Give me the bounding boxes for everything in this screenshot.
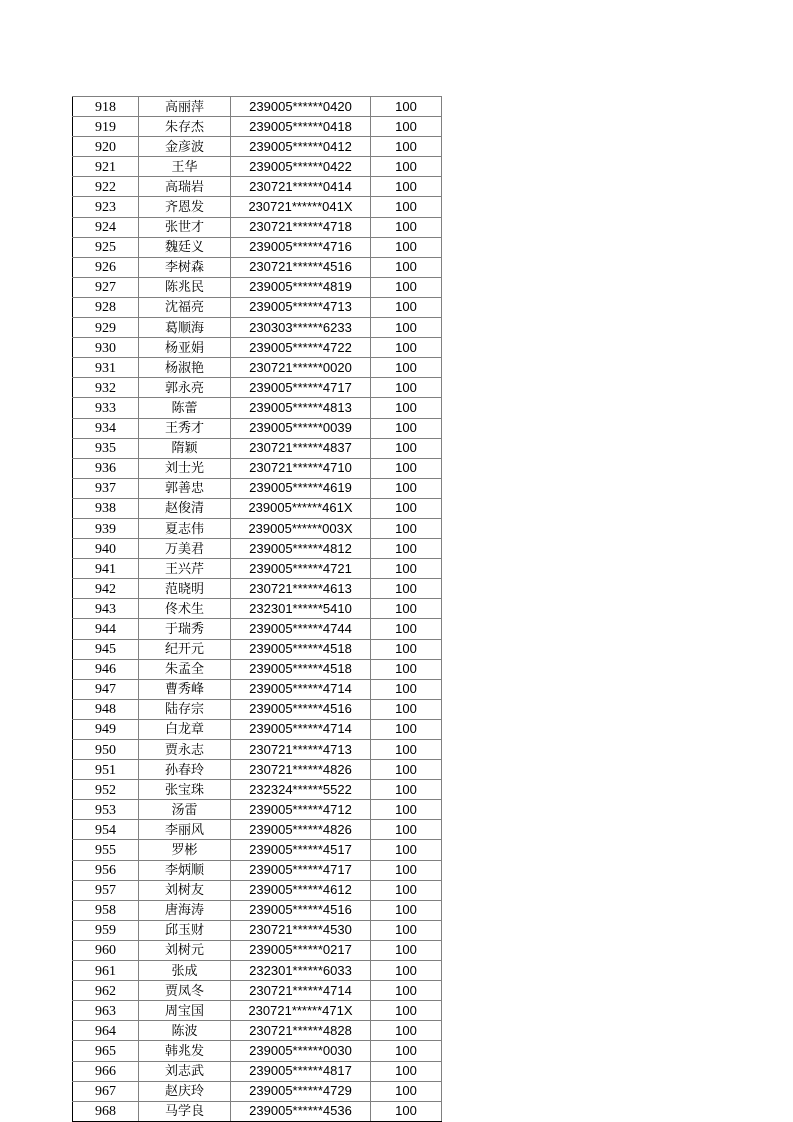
row-number-cell: 921 bbox=[73, 157, 139, 177]
row-number-cell: 919 bbox=[73, 117, 139, 137]
row-number-cell: 953 bbox=[73, 800, 139, 820]
table-row bbox=[73, 559, 442, 579]
table-row bbox=[73, 217, 442, 237]
row-number-cell: 937 bbox=[73, 478, 139, 498]
id-number-cell: 239005******4518 bbox=[231, 659, 371, 679]
row-number-cell: 926 bbox=[73, 257, 139, 277]
row-number-cell: 931 bbox=[73, 358, 139, 378]
person-name-cell: 李炳顺 bbox=[139, 860, 231, 880]
row-number-cell: 950 bbox=[73, 740, 139, 760]
table-row bbox=[73, 297, 442, 317]
table-row bbox=[73, 900, 442, 920]
score-cell: 100 bbox=[371, 398, 442, 418]
table-row bbox=[73, 1021, 442, 1041]
id-number-cell: 230721******4837 bbox=[231, 438, 371, 458]
score-cell: 100 bbox=[371, 981, 442, 1001]
table-row bbox=[73, 398, 442, 418]
person-name-cell: 郭善忠 bbox=[139, 478, 231, 498]
person-name-cell: 佟术生 bbox=[139, 599, 231, 619]
row-number-cell: 951 bbox=[73, 760, 139, 780]
person-name-cell: 葛顺海 bbox=[139, 318, 231, 338]
id-number-cell: 230721******4714 bbox=[231, 981, 371, 1001]
score-cell: 100 bbox=[371, 217, 442, 237]
id-number-cell: 239005******4714 bbox=[231, 679, 371, 699]
table-row bbox=[73, 981, 442, 1001]
id-number-cell: 239005******4619 bbox=[231, 478, 371, 498]
row-number-cell: 922 bbox=[73, 177, 139, 197]
row-number-cell: 936 bbox=[73, 458, 139, 478]
person-name-cell: 杨亚娟 bbox=[139, 338, 231, 358]
id-number-cell: 239005******461X bbox=[231, 498, 371, 518]
score-cell: 100 bbox=[371, 237, 442, 257]
table-row bbox=[73, 760, 442, 780]
person-name-cell: 沈福亮 bbox=[139, 297, 231, 317]
score-cell: 100 bbox=[371, 458, 442, 478]
table-row bbox=[73, 719, 442, 739]
table-row bbox=[73, 599, 442, 619]
table-row bbox=[73, 478, 442, 498]
id-number-cell: 239005******0418 bbox=[231, 117, 371, 137]
table-row bbox=[73, 1061, 442, 1081]
id-number-cell: 239005******4817 bbox=[231, 1061, 371, 1081]
person-name-cell: 高丽萍 bbox=[139, 97, 231, 117]
table-row bbox=[73, 197, 442, 217]
person-name-cell: 李丽风 bbox=[139, 820, 231, 840]
person-name-cell: 刘树友 bbox=[139, 880, 231, 900]
id-number-cell: 230721******4713 bbox=[231, 740, 371, 760]
row-number-cell: 960 bbox=[73, 940, 139, 960]
table-row bbox=[73, 438, 442, 458]
person-name-cell: 韩兆发 bbox=[139, 1041, 231, 1061]
id-number-cell: 239005******4536 bbox=[231, 1101, 371, 1121]
table-row bbox=[73, 800, 442, 820]
id-number-cell: 239005******0217 bbox=[231, 940, 371, 960]
score-cell: 100 bbox=[371, 157, 442, 177]
table-row bbox=[73, 378, 442, 398]
id-number-cell: 239005******4819 bbox=[231, 277, 371, 297]
score-cell: 100 bbox=[371, 358, 442, 378]
table-row bbox=[73, 780, 442, 800]
id-number-cell: 230721******0020 bbox=[231, 358, 371, 378]
score-cell: 100 bbox=[371, 518, 442, 538]
row-number-cell: 967 bbox=[73, 1081, 139, 1101]
person-name-cell: 张宝珠 bbox=[139, 780, 231, 800]
id-number-cell: 239005******4714 bbox=[231, 719, 371, 739]
score-cell: 100 bbox=[371, 1081, 442, 1101]
table-row bbox=[73, 257, 442, 277]
person-name-cell: 刘志武 bbox=[139, 1061, 231, 1081]
row-number-cell: 946 bbox=[73, 659, 139, 679]
score-cell: 100 bbox=[371, 740, 442, 760]
person-name-cell: 朱孟全 bbox=[139, 659, 231, 679]
table-row bbox=[73, 840, 442, 860]
score-cell: 100 bbox=[371, 659, 442, 679]
row-number-cell: 962 bbox=[73, 981, 139, 1001]
person-name-cell: 金彦波 bbox=[139, 137, 231, 157]
table-row bbox=[73, 318, 442, 338]
table-row bbox=[73, 338, 442, 358]
id-number-cell: 239005******4826 bbox=[231, 820, 371, 840]
row-number-cell: 966 bbox=[73, 1061, 139, 1081]
person-name-cell: 陆存宗 bbox=[139, 699, 231, 719]
row-number-cell: 940 bbox=[73, 539, 139, 559]
score-cell: 100 bbox=[371, 679, 442, 699]
id-number-cell: 239005******4813 bbox=[231, 398, 371, 418]
person-name-cell: 王秀才 bbox=[139, 418, 231, 438]
score-cell: 100 bbox=[371, 1021, 442, 1041]
table-row bbox=[73, 820, 442, 840]
table-row bbox=[73, 639, 442, 659]
table-row bbox=[73, 880, 442, 900]
person-name-cell: 万美君 bbox=[139, 539, 231, 559]
score-cell: 100 bbox=[371, 639, 442, 659]
score-cell: 100 bbox=[371, 117, 442, 137]
table-row bbox=[73, 1081, 442, 1101]
row-number-cell: 924 bbox=[73, 217, 139, 237]
id-number-cell: 239005******4517 bbox=[231, 840, 371, 860]
row-number-cell: 955 bbox=[73, 840, 139, 860]
row-number-cell: 954 bbox=[73, 820, 139, 840]
table-row bbox=[73, 920, 442, 940]
score-cell: 100 bbox=[371, 137, 442, 157]
table-row bbox=[73, 518, 442, 538]
table-row bbox=[73, 940, 442, 960]
id-number-cell: 239005******4612 bbox=[231, 880, 371, 900]
score-cell: 100 bbox=[371, 599, 442, 619]
score-cell: 100 bbox=[371, 478, 442, 498]
id-number-cell: 239005******0420 bbox=[231, 97, 371, 117]
score-cell: 100 bbox=[371, 297, 442, 317]
table-row bbox=[73, 1001, 442, 1021]
id-number-cell: 239005******4744 bbox=[231, 619, 371, 639]
table-row bbox=[73, 498, 442, 518]
id-number-cell: 239005******4712 bbox=[231, 800, 371, 820]
person-name-cell: 王华 bbox=[139, 157, 231, 177]
person-name-cell: 张世才 bbox=[139, 217, 231, 237]
row-number-cell: 963 bbox=[73, 1001, 139, 1021]
person-name-cell: 汤雷 bbox=[139, 800, 231, 820]
person-name-cell: 魏廷义 bbox=[139, 237, 231, 257]
id-number-cell: 239005******4713 bbox=[231, 297, 371, 317]
row-number-cell: 941 bbox=[73, 559, 139, 579]
id-number-cell: 230721******4826 bbox=[231, 760, 371, 780]
score-cell: 100 bbox=[371, 97, 442, 117]
id-number-cell: 230721******4828 bbox=[231, 1021, 371, 1041]
person-name-cell: 周宝国 bbox=[139, 1001, 231, 1021]
table-row bbox=[73, 177, 442, 197]
table-row bbox=[73, 157, 442, 177]
score-cell: 100 bbox=[371, 318, 442, 338]
table-row bbox=[73, 860, 442, 880]
score-cell: 100 bbox=[371, 438, 442, 458]
id-number-cell: 230721******4613 bbox=[231, 579, 371, 599]
score-cell: 100 bbox=[371, 1061, 442, 1081]
person-name-cell: 孙春玲 bbox=[139, 760, 231, 780]
id-number-cell: 239005******0422 bbox=[231, 157, 371, 177]
person-name-cell: 王兴芹 bbox=[139, 559, 231, 579]
row-number-cell: 964 bbox=[73, 1021, 139, 1041]
score-cell: 100 bbox=[371, 800, 442, 820]
row-number-cell: 928 bbox=[73, 297, 139, 317]
row-number-cell: 965 bbox=[73, 1041, 139, 1061]
score-cell: 100 bbox=[371, 900, 442, 920]
id-number-cell: 230721******471X bbox=[231, 1001, 371, 1021]
person-name-cell: 陈蕾 bbox=[139, 398, 231, 418]
roster-table bbox=[72, 96, 442, 1122]
row-number-cell: 927 bbox=[73, 277, 139, 297]
id-number-cell: 230721******4516 bbox=[231, 257, 371, 277]
row-number-cell: 932 bbox=[73, 378, 139, 398]
person-name-cell: 马学良 bbox=[139, 1101, 231, 1121]
row-number-cell: 948 bbox=[73, 699, 139, 719]
person-name-cell: 隋颖 bbox=[139, 438, 231, 458]
row-number-cell: 929 bbox=[73, 318, 139, 338]
id-number-cell: 239005******4721 bbox=[231, 559, 371, 579]
id-number-cell: 230303******6233 bbox=[231, 318, 371, 338]
table-row bbox=[73, 740, 442, 760]
score-cell: 100 bbox=[371, 177, 442, 197]
row-number-cell: 945 bbox=[73, 639, 139, 659]
id-number-cell: 230721******041X bbox=[231, 197, 371, 217]
score-cell: 100 bbox=[371, 719, 442, 739]
id-number-cell: 239005******0412 bbox=[231, 137, 371, 157]
score-cell: 100 bbox=[371, 820, 442, 840]
row-number-cell: 968 bbox=[73, 1101, 139, 1121]
table-row bbox=[73, 679, 442, 699]
row-number-cell: 923 bbox=[73, 197, 139, 217]
row-number-cell: 934 bbox=[73, 418, 139, 438]
person-name-cell: 赵俊清 bbox=[139, 498, 231, 518]
score-cell: 100 bbox=[371, 257, 442, 277]
id-number-cell: 232301******5410 bbox=[231, 599, 371, 619]
table-row bbox=[73, 358, 442, 378]
row-number-cell: 957 bbox=[73, 880, 139, 900]
row-number-cell: 925 bbox=[73, 237, 139, 257]
roster-table-body bbox=[73, 97, 442, 1122]
person-name-cell: 刘树元 bbox=[139, 940, 231, 960]
row-number-cell: 930 bbox=[73, 338, 139, 358]
score-cell: 100 bbox=[371, 197, 442, 217]
person-name-cell: 曹秀峰 bbox=[139, 679, 231, 699]
score-cell: 100 bbox=[371, 498, 442, 518]
score-cell: 100 bbox=[371, 880, 442, 900]
score-cell: 100 bbox=[371, 840, 442, 860]
person-name-cell: 赵庆玲 bbox=[139, 1081, 231, 1101]
person-name-cell: 杨淑艳 bbox=[139, 358, 231, 378]
score-cell: 100 bbox=[371, 780, 442, 800]
person-name-cell: 贾凤冬 bbox=[139, 981, 231, 1001]
id-number-cell: 239005******4518 bbox=[231, 639, 371, 659]
person-name-cell: 纪开元 bbox=[139, 639, 231, 659]
table-row bbox=[73, 97, 442, 117]
person-name-cell: 于瑞秀 bbox=[139, 619, 231, 639]
score-cell: 100 bbox=[371, 418, 442, 438]
table-row bbox=[73, 237, 442, 257]
person-name-cell: 陈兆民 bbox=[139, 277, 231, 297]
id-number-cell: 239005******4729 bbox=[231, 1081, 371, 1101]
score-cell: 100 bbox=[371, 940, 442, 960]
score-cell: 100 bbox=[371, 579, 442, 599]
score-cell: 100 bbox=[371, 1041, 442, 1061]
table-row bbox=[73, 117, 442, 137]
person-name-cell: 唐海涛 bbox=[139, 900, 231, 920]
id-number-cell: 239005******4716 bbox=[231, 237, 371, 257]
score-cell: 100 bbox=[371, 539, 442, 559]
score-cell: 100 bbox=[371, 559, 442, 579]
score-cell: 100 bbox=[371, 1101, 442, 1121]
person-name-cell: 张成 bbox=[139, 961, 231, 981]
person-name-cell: 陈波 bbox=[139, 1021, 231, 1041]
id-number-cell: 239005******003X bbox=[231, 518, 371, 538]
row-number-cell: 949 bbox=[73, 719, 139, 739]
person-name-cell: 邱玉财 bbox=[139, 920, 231, 940]
id-number-cell: 239005******4516 bbox=[231, 699, 371, 719]
score-cell: 100 bbox=[371, 860, 442, 880]
person-name-cell: 白龙章 bbox=[139, 719, 231, 739]
row-number-cell: 959 bbox=[73, 920, 139, 940]
id-number-cell: 230721******0414 bbox=[231, 177, 371, 197]
person-name-cell: 夏志伟 bbox=[139, 518, 231, 538]
row-number-cell: 956 bbox=[73, 860, 139, 880]
table-row bbox=[73, 699, 442, 719]
score-cell: 100 bbox=[371, 920, 442, 940]
row-number-cell: 933 bbox=[73, 398, 139, 418]
score-cell: 100 bbox=[371, 378, 442, 398]
id-number-cell: 230721******4718 bbox=[231, 217, 371, 237]
person-name-cell: 贾永志 bbox=[139, 740, 231, 760]
row-number-cell: 961 bbox=[73, 961, 139, 981]
row-number-cell: 935 bbox=[73, 438, 139, 458]
id-number-cell: 239005******4516 bbox=[231, 900, 371, 920]
table-row bbox=[73, 619, 442, 639]
score-cell: 100 bbox=[371, 1001, 442, 1021]
person-name-cell: 郭永亮 bbox=[139, 378, 231, 398]
table-row bbox=[73, 1041, 442, 1061]
score-cell: 100 bbox=[371, 277, 442, 297]
row-number-cell: 952 bbox=[73, 780, 139, 800]
score-cell: 100 bbox=[371, 699, 442, 719]
table-row bbox=[73, 1101, 442, 1121]
person-name-cell: 李树森 bbox=[139, 257, 231, 277]
table-row bbox=[73, 277, 442, 297]
person-name-cell: 刘士光 bbox=[139, 458, 231, 478]
score-cell: 100 bbox=[371, 338, 442, 358]
id-number-cell: 232324******5522 bbox=[231, 780, 371, 800]
person-name-cell: 朱存杰 bbox=[139, 117, 231, 137]
row-number-cell: 947 bbox=[73, 679, 139, 699]
id-number-cell: 239005******4717 bbox=[231, 860, 371, 880]
table-row bbox=[73, 659, 442, 679]
score-cell: 100 bbox=[371, 760, 442, 780]
id-number-cell: 239005******0030 bbox=[231, 1041, 371, 1061]
person-name-cell: 齐恩发 bbox=[139, 197, 231, 217]
score-cell: 100 bbox=[371, 961, 442, 981]
row-number-cell: 920 bbox=[73, 137, 139, 157]
table-row bbox=[73, 539, 442, 559]
table-row bbox=[73, 137, 442, 157]
table-row bbox=[73, 961, 442, 981]
row-number-cell: 943 bbox=[73, 599, 139, 619]
id-number-cell: 239005******4717 bbox=[231, 378, 371, 398]
row-number-cell: 958 bbox=[73, 900, 139, 920]
score-cell: 100 bbox=[371, 619, 442, 639]
id-number-cell: 232301******6033 bbox=[231, 961, 371, 981]
row-number-cell: 944 bbox=[73, 619, 139, 639]
table-row bbox=[73, 418, 442, 438]
row-number-cell: 918 bbox=[73, 97, 139, 117]
person-name-cell: 范晓明 bbox=[139, 579, 231, 599]
table-row bbox=[73, 458, 442, 478]
id-number-cell: 230721******4530 bbox=[231, 920, 371, 940]
row-number-cell: 942 bbox=[73, 579, 139, 599]
person-name-cell: 高瑞岩 bbox=[139, 177, 231, 197]
row-number-cell: 939 bbox=[73, 518, 139, 538]
id-number-cell: 239005******4812 bbox=[231, 539, 371, 559]
id-number-cell: 239005******4722 bbox=[231, 338, 371, 358]
table-row bbox=[73, 579, 442, 599]
row-number-cell: 938 bbox=[73, 498, 139, 518]
id-number-cell: 230721******4710 bbox=[231, 458, 371, 478]
person-name-cell: 罗彬 bbox=[139, 840, 231, 860]
id-number-cell: 239005******0039 bbox=[231, 418, 371, 438]
